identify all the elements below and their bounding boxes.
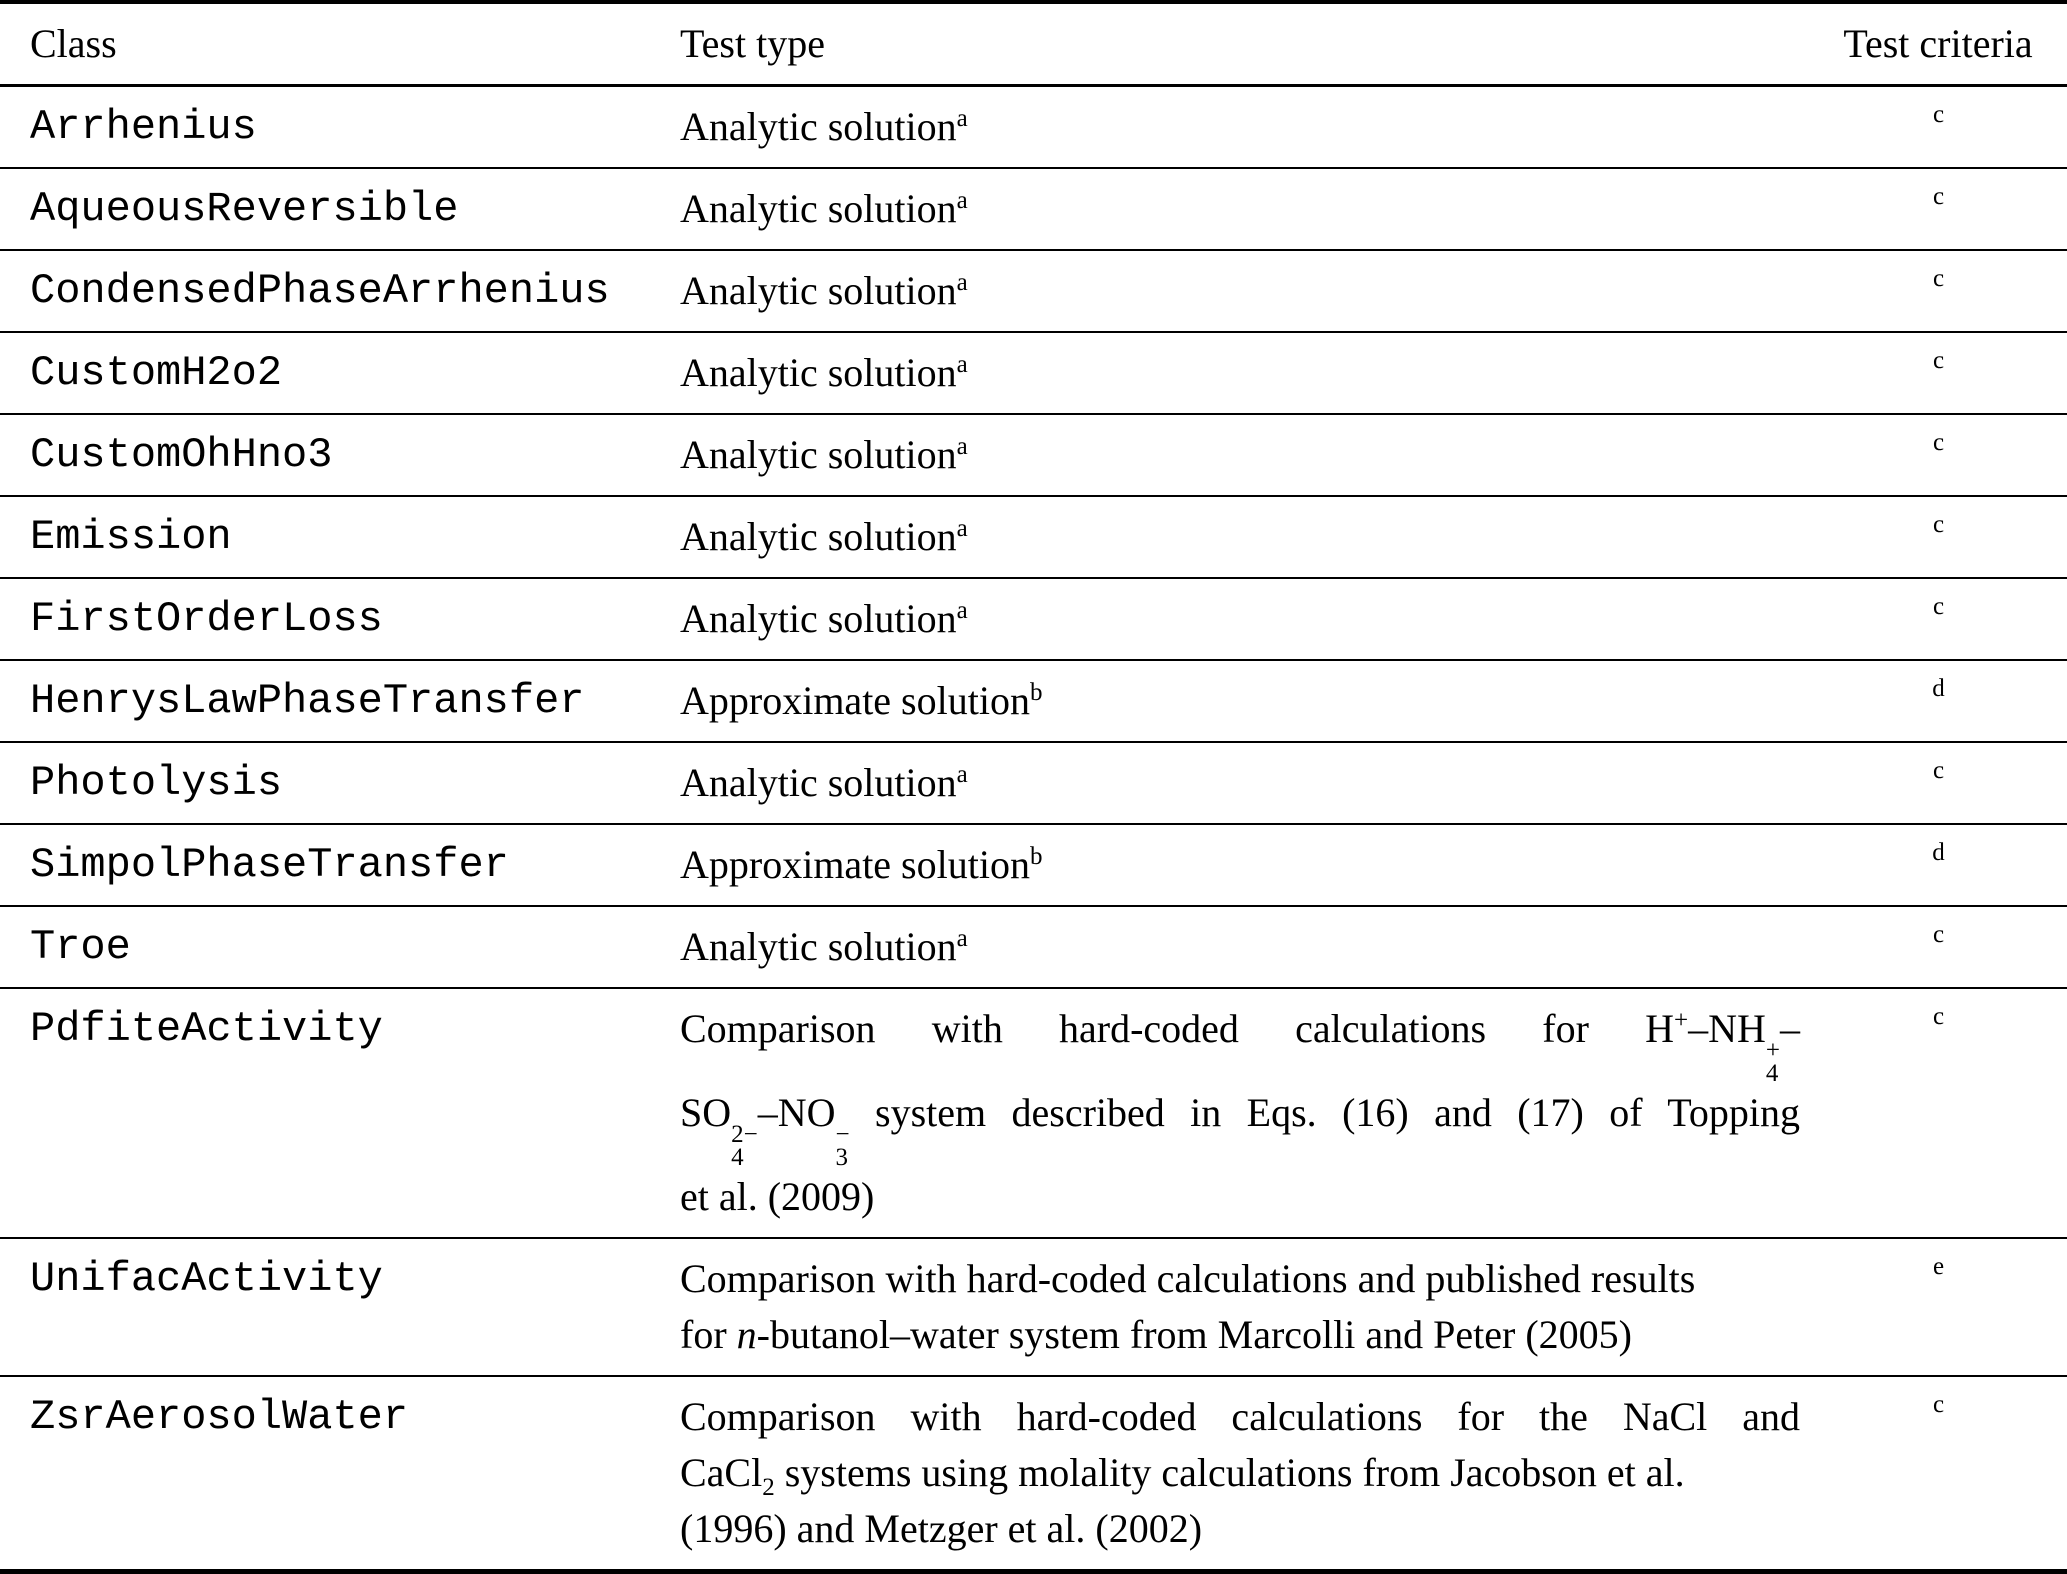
stacked-super-subscript: + 4 [1765, 1037, 1780, 1087]
header-row [0, 2, 2067, 86]
superscript: a [956, 187, 968, 214]
class-cell: SimpolPhaseTransfer [0, 824, 650, 906]
superscript: a [956, 105, 968, 132]
test-type-cell [650, 332, 1810, 414]
table-body [0, 86, 2067, 1572]
test-type-cell [650, 168, 1810, 250]
superscript: + [1674, 1007, 1689, 1034]
superscript: b [1029, 843, 1043, 870]
class-cell: AqueousReversible [0, 168, 650, 250]
test-criteria-cell: c [1932, 1391, 1945, 1418]
class-cell: ZsrAerosolWater [30, 1393, 409, 1441]
superscript: a [956, 433, 968, 460]
table-row [0, 906, 2067, 988]
superscript: b [1029, 679, 1043, 706]
test-type-line: Analytic solution$^a$ [680, 186, 968, 231]
column-header-test-type: Test type [650, 2, 1810, 86]
class-cell: HenrysLawPhaseTransfer [0, 660, 650, 742]
test-type-line: Analytic solution$^a$ [680, 268, 968, 313]
test-type-cell [650, 906, 1810, 988]
test-type-line: SO 2− 4 –NO − 3 system described in Eqs. (16) and (17) of Topping [680, 1090, 1800, 1171]
table-row [0, 660, 2067, 742]
italic-text: n [736, 1312, 757, 1357]
test-type-cell [650, 414, 1810, 496]
table-row [0, 742, 2067, 824]
test-type-line: Comparison with hard-coded calculations and published results [680, 1256, 1696, 1301]
test-criteria-cell: c [1810, 168, 2067, 250]
test-criteria-cell: c [1810, 86, 2067, 169]
test-type-cell [650, 742, 1810, 824]
test-criteria-cell: c [1810, 414, 2067, 496]
class-cell: CondensedPhaseArrhenius [0, 250, 650, 332]
table-row [0, 578, 2067, 660]
table-row [0, 250, 2067, 332]
test-criteria-cell: c [1810, 742, 2067, 824]
stacked-super-subscript: − 3 [835, 1121, 850, 1171]
test-type-cell [650, 1238, 1810, 1376]
superscript: a [956, 351, 968, 378]
table-row [0, 496, 2067, 578]
test-type-cell [650, 86, 1810, 169]
table-row [0, 824, 2067, 906]
superscript: a [956, 597, 968, 624]
test-type-line: Comparison with hard-coded calculations for the NaCl and [680, 1394, 1800, 1439]
test-type-cell [650, 988, 1810, 1238]
superscript: a [956, 269, 968, 296]
column-header-class: Class [0, 2, 650, 86]
test-type-line: Approximate solution$^b$ [680, 842, 1043, 887]
test-type-line: Analytic solution$^a$ [680, 596, 968, 641]
test-type-cell [650, 496, 1810, 578]
test-criteria-cell: e [1810, 1238, 2067, 1376]
test-type-line: Approximate solution$^b$ [680, 678, 1043, 723]
class-cell: Troe [0, 906, 650, 988]
class-cell: Arrhenius [0, 86, 650, 169]
test-criteria-cell: d [1810, 824, 2067, 906]
class-cell: CustomOhHno3 [0, 414, 650, 496]
test-criteria-cell: c [1810, 906, 2067, 988]
superscript: a [956, 761, 968, 788]
table-row [0, 168, 2067, 250]
class-cell: Photolysis [0, 742, 650, 824]
test-type-line: (1996) and Metzger et al. (2002) [680, 1506, 1203, 1551]
test-type-cell [650, 824, 1810, 906]
test-type-line: et al. (2009) [680, 1174, 875, 1219]
stacked-super-subscript: 2− 4 [731, 1121, 758, 1171]
table-row [0, 988, 2067, 1238]
test-criteria-cell: c [1810, 988, 2067, 1238]
table-header [0, 2, 2067, 86]
subscript: 2 [762, 1474, 775, 1501]
superscript: a [956, 925, 968, 952]
class-cell: UnifacActivity [0, 1238, 650, 1376]
test-type-line: Analytic solution$^a$ [680, 350, 968, 395]
column-header-test-criteria: Test criteria [1810, 2, 2067, 86]
test-type-line: Comparison with hard-coded calculations for H+–NH + 4 – [680, 1006, 1800, 1087]
test-type-line: Analytic solution$^a$ [680, 924, 968, 969]
superscript: a [956, 515, 968, 542]
test-type-line: CaCl$_2$ systems using molality calculations from Jacobson et al. [680, 1450, 1685, 1501]
class-cell: FirstOrderLoss [0, 578, 650, 660]
test-type-cell [650, 660, 1810, 742]
test-type-cell [650, 1376, 1810, 1572]
test-type-cell [650, 250, 1810, 332]
test-type-line: Analytic solution$^a$ [680, 760, 968, 805]
test-criteria-cell: c [1810, 496, 2067, 578]
test-type-cell [650, 578, 1810, 660]
test-criteria-cell: c [1810, 578, 2067, 660]
test-type-line: for n-butanol–water system from Marcolli and Peter (2005) [680, 1312, 1632, 1357]
test-type-line: Analytic solution$^a$ [680, 104, 968, 149]
class-cell: PdfiteActivity [0, 988, 650, 1238]
table-row [0, 1376, 2067, 1572]
test-criteria-cell: c [1810, 250, 2067, 332]
test-type-line: Analytic solution$^a$ [680, 514, 968, 559]
test-criteria-cell: d [1810, 660, 2067, 742]
table-row [0, 332, 2067, 414]
class-cell: CustomH2o2 [0, 332, 650, 414]
table-row [0, 1238, 2067, 1376]
class-cell: Emission [0, 496, 650, 578]
test-type-line: Analytic solution$^a$ [680, 432, 968, 477]
table-row [0, 86, 2067, 169]
test-criteria-cell: c [1810, 332, 2067, 414]
table-row [0, 414, 2067, 496]
